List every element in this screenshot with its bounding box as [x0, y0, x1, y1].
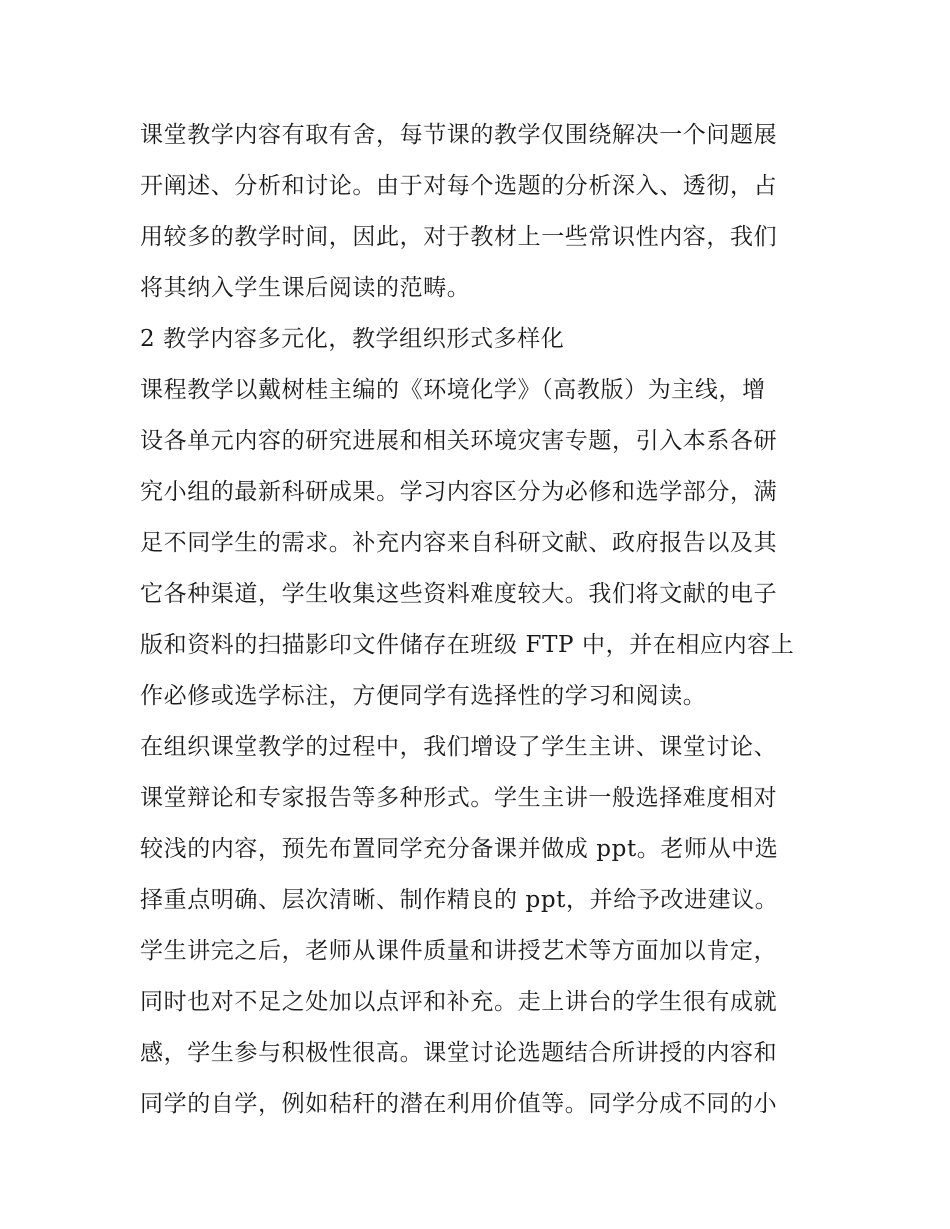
text-line: 作必修或选学标注，方便同学有选择性的学习和阅读。	[140, 683, 707, 709]
body-text	[140, 110, 820, 1130]
text-line: 将其纳入学生课后阅读的范畴。	[140, 275, 471, 301]
text-line: 学生讲完之后，老师从课件质量和讲授艺术等方面加以肯定，	[140, 938, 778, 964]
text-line: 用较多的教学时间，因此，对于教材上一些常识性内容，我们	[140, 224, 778, 250]
text-line: 在组织课堂教学的过程中，我们增设了学生主讲、课堂讨论、	[140, 734, 778, 760]
text-line: 设各单元内容的研究进展和相关环境灾害专题，引入本系各研	[140, 428, 778, 454]
text-line: 足不同学生的需求。补充内容来自科研文献、政府报告以及其	[140, 530, 778, 556]
text-line: 它各种渠道，学生收集这些资料难度较大。我们将文献的电子	[140, 581, 778, 607]
text-line: 究小组的最新科研成果。学习内容区分为必修和选学部分，满	[140, 479, 778, 505]
text-line: 开阐述、分析和讨论。由于对每个选题的分析深入、透彻，占	[140, 173, 778, 199]
text-line: 同时也对不足之处加以点评和补充。走上讲台的学生很有成就	[140, 989, 778, 1015]
section-heading: 2 教学内容多元化，教学组织形式多样化	[140, 326, 565, 352]
text-line: 版和资料的扫描影印文件储存在班级 FTP 中，并在相应内容上	[140, 632, 795, 658]
text-line: 课程教学以戴树桂主编的《环境化学》（高教版）为主线，增	[140, 377, 766, 403]
text-line: 课堂教学内容有取有舍，每节课的教学仅围绕解决一个问题展	[140, 122, 778, 148]
text-line: 同学的自学，例如秸秆的潜在利用价值等。同学分成不同的小	[140, 1091, 778, 1117]
text-line: 择重点明确、层次清晰、制作精良的 ppt，并给予改进建议。	[140, 887, 779, 913]
text-line: 感，学生参与积极性很高。课堂讨论选题结合所讲授的内容和	[140, 1040, 778, 1066]
text-line: 课堂辩论和专家报告等多种形式。学生主讲一般选择难度相对	[140, 785, 778, 811]
text-line: 较浅的内容，预先布置同学充分备课并做成 ppt。老师从中选	[140, 836, 779, 862]
